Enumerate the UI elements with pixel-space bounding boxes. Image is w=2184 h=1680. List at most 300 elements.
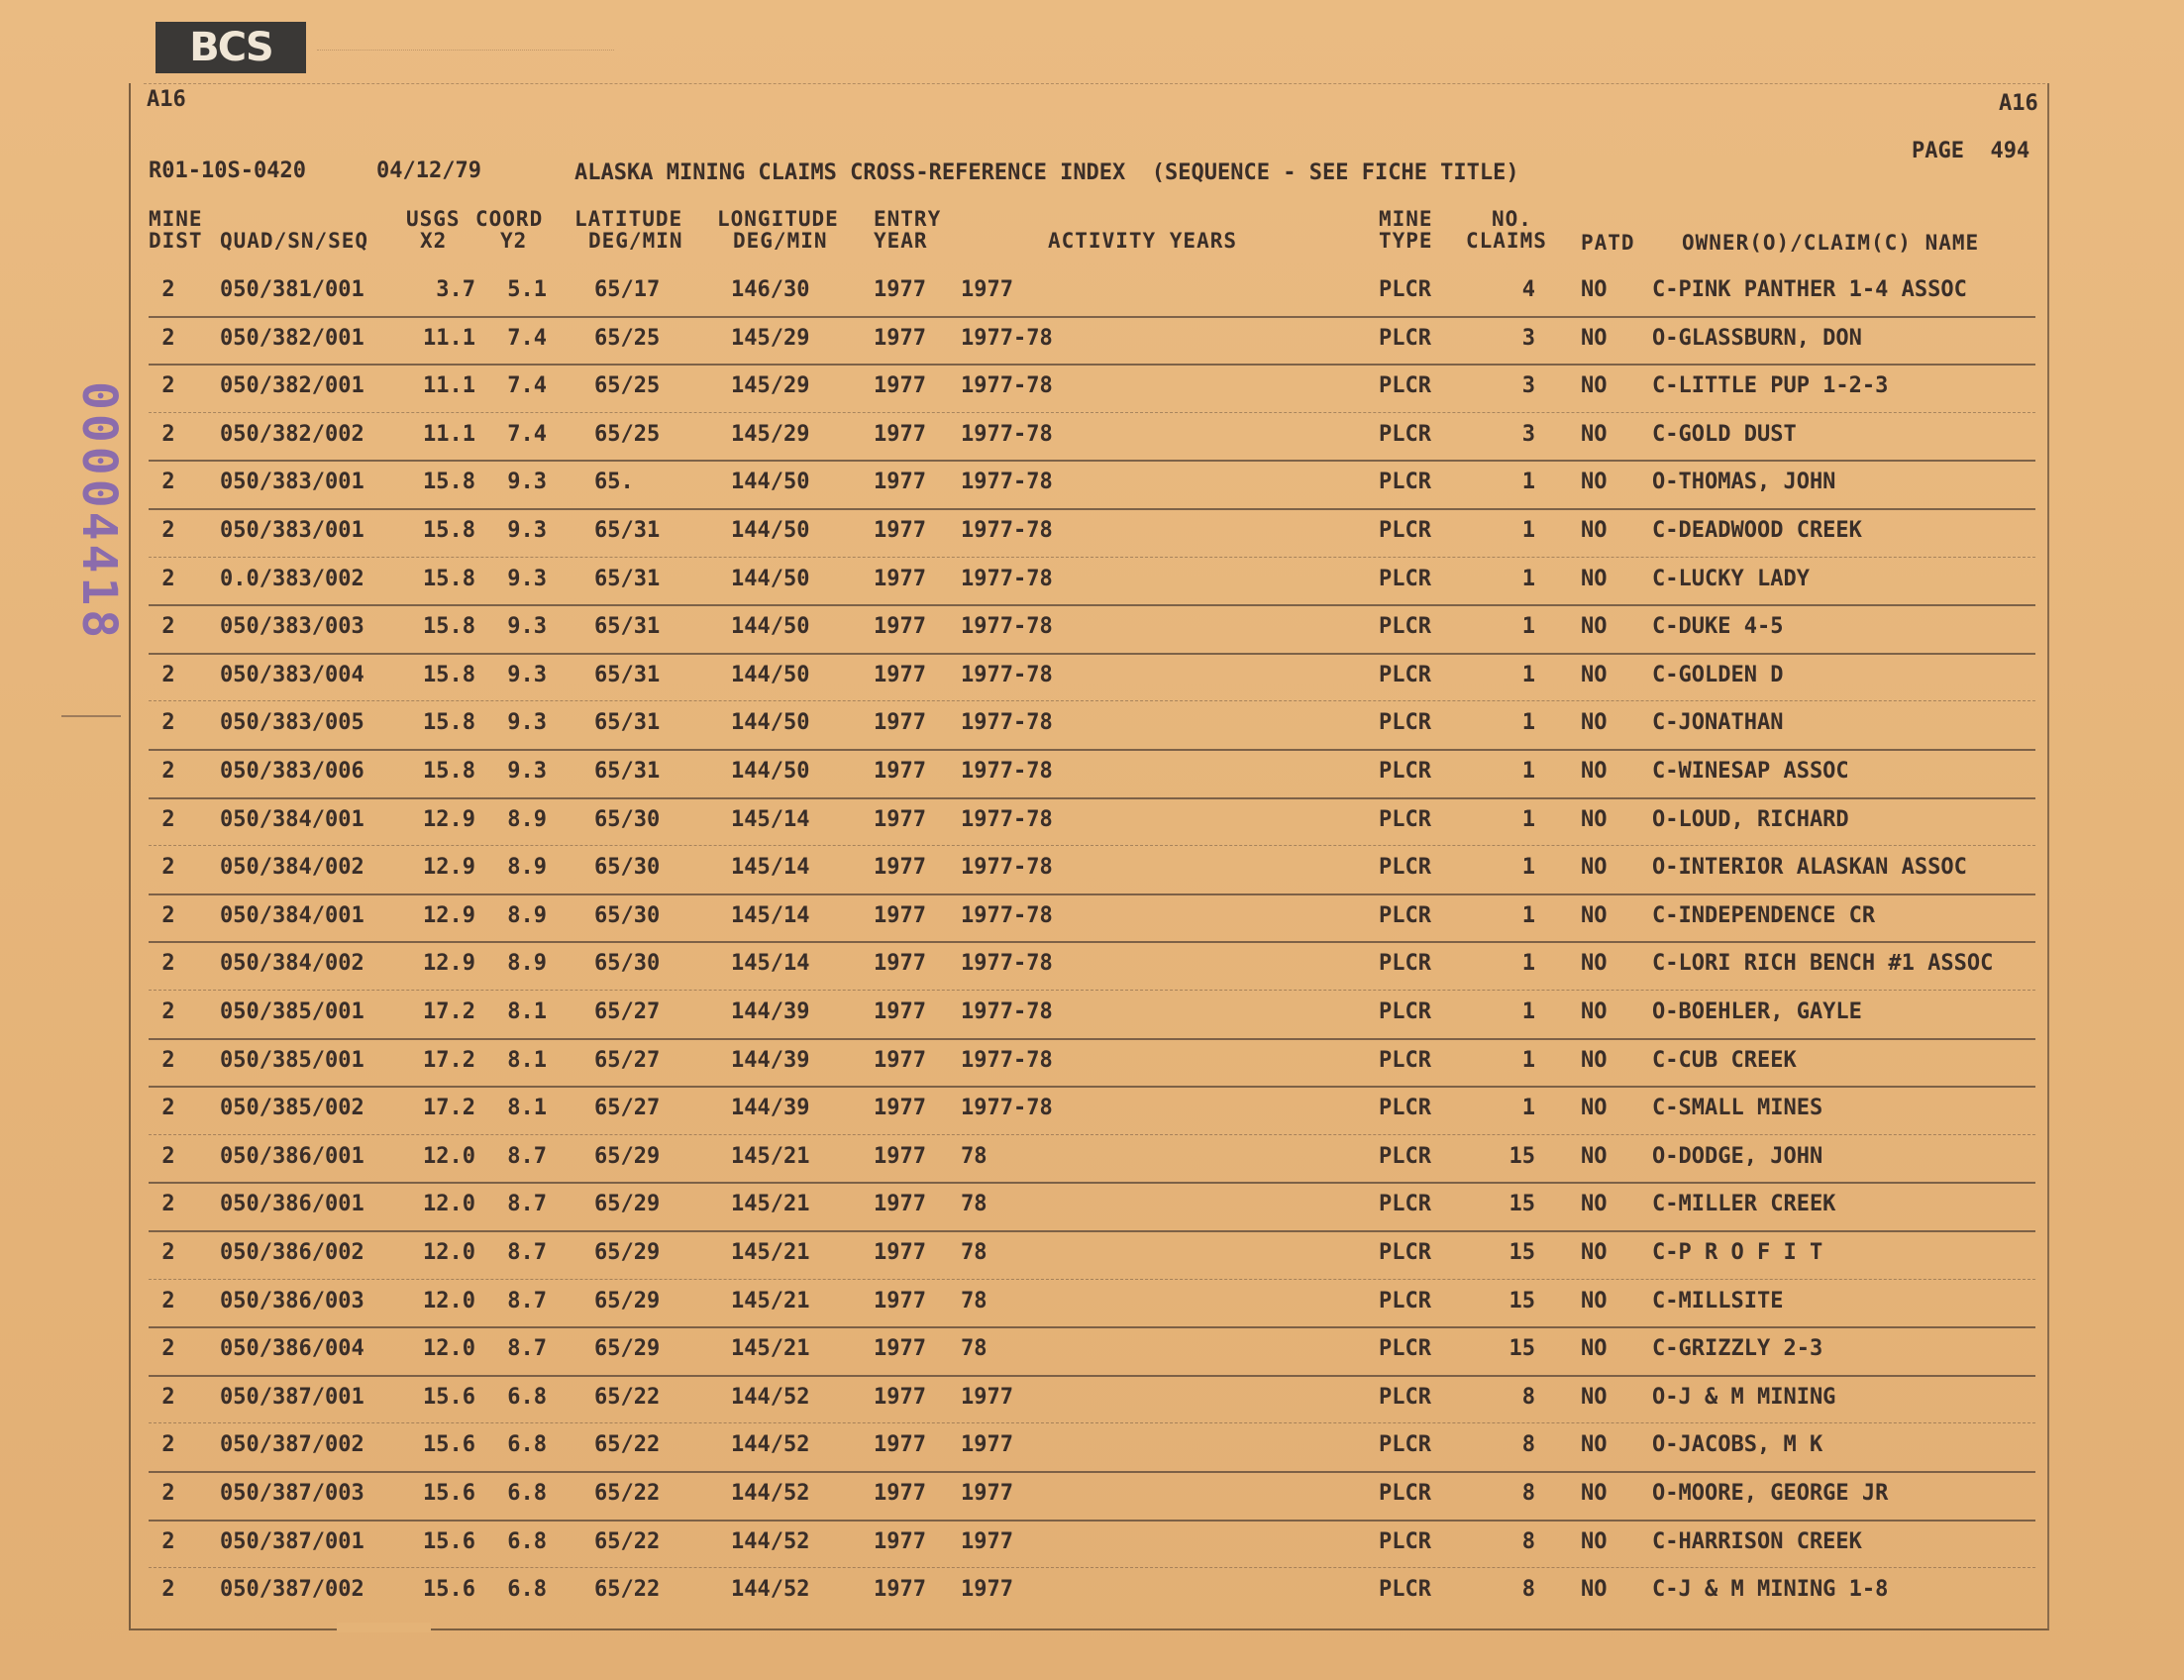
cell-type: PLCR xyxy=(1379,277,1431,302)
cell-patd: NO xyxy=(1581,1288,1608,1313)
cell-lon: 144/50 xyxy=(731,470,810,495)
table-row xyxy=(0,1479,2184,1509)
cell-owner: C-JONATHAN xyxy=(1652,710,1784,736)
cell-type: PLCR xyxy=(1379,1240,1431,1265)
cell-entry: 1977 xyxy=(874,421,926,447)
cell-lat: 65/25 xyxy=(594,373,661,399)
row-rule xyxy=(149,508,2035,510)
cell-patd: NO xyxy=(1581,325,1608,351)
row-rule xyxy=(149,700,2035,701)
cell-x2: 12.9 xyxy=(423,855,475,881)
cell-lat: 65/25 xyxy=(594,325,661,351)
cell-x2: 15.6 xyxy=(423,1528,475,1554)
cell-activity: 1977-78 xyxy=(961,951,1053,977)
table-row xyxy=(0,805,2184,835)
cell-x2: 12.0 xyxy=(423,1240,475,1265)
cell-entry: 1977 xyxy=(874,1481,926,1506)
cell-dist: 2 xyxy=(161,759,175,784)
cell-lat: 65/22 xyxy=(594,1432,661,1458)
cell-x2: 15.8 xyxy=(423,518,475,543)
cell-lon: 144/52 xyxy=(731,1528,810,1554)
cell-activity: 1977-78 xyxy=(961,855,1053,881)
cell-entry: 1977 xyxy=(874,759,926,784)
cell-x2: 15.8 xyxy=(423,710,475,736)
cell-lat: 65/27 xyxy=(594,999,661,1024)
cell-patd: NO xyxy=(1581,806,1608,832)
frame-gap xyxy=(337,1623,431,1632)
row-rule xyxy=(149,1326,2035,1328)
cell-claims: 4 xyxy=(1521,277,1535,302)
cell-lon: 145/21 xyxy=(731,1143,810,1169)
cell-x2: 15.8 xyxy=(423,614,475,640)
cell-x2: 12.9 xyxy=(423,951,475,977)
cell-quad: 050/383/001 xyxy=(220,518,364,543)
cell-lon: 145/21 xyxy=(731,1288,810,1313)
cell-activity: 78 xyxy=(961,1240,988,1265)
table-row xyxy=(0,1334,2184,1364)
cell-claims: 1 xyxy=(1521,614,1535,640)
cell-y2: 8.9 xyxy=(507,855,547,881)
cell-claims: 15 xyxy=(1508,1192,1535,1217)
cell-dist: 2 xyxy=(161,710,175,736)
cell-x2: 12.9 xyxy=(423,902,475,928)
cell-owner: C-MILLSITE xyxy=(1652,1288,1784,1313)
cell-activity: 1977-78 xyxy=(961,806,1053,832)
cell-patd: NO xyxy=(1581,1192,1608,1217)
cell-patd: NO xyxy=(1581,1384,1608,1410)
cell-lat: 65/30 xyxy=(594,855,661,881)
logo-faint-text xyxy=(317,36,614,51)
cell-owner: O-J & M MINING xyxy=(1652,1384,1836,1410)
cell-entry: 1977 xyxy=(874,1192,926,1217)
table-row xyxy=(0,324,2184,354)
cell-patd: NO xyxy=(1581,1432,1608,1458)
cell-lat: 65/29 xyxy=(594,1288,661,1313)
cell-type: PLCR xyxy=(1379,759,1431,784)
bcs-logo: BCS xyxy=(156,22,306,73)
cell-activity: 1977 xyxy=(961,1528,1013,1554)
cell-y2: 5.1 xyxy=(507,277,547,302)
cell-quad: 050/384/001 xyxy=(220,806,364,832)
row-rule xyxy=(149,653,2035,655)
cell-lon: 144/52 xyxy=(731,1432,810,1458)
microfiche-stamp: 00004418 xyxy=(71,381,127,643)
cell-x2: 11.1 xyxy=(423,373,475,399)
cell-patd: NO xyxy=(1581,1528,1608,1554)
cell-entry: 1977 xyxy=(874,806,926,832)
cell-type: PLCR xyxy=(1379,1143,1431,1169)
cell-entry: 1977 xyxy=(874,1096,926,1121)
cell-claims: 8 xyxy=(1521,1528,1535,1554)
cell-lon: 144/39 xyxy=(731,999,810,1024)
cell-type: PLCR xyxy=(1379,1336,1431,1362)
cell-lon: 144/39 xyxy=(731,1096,810,1121)
cell-lat: 65/29 xyxy=(594,1192,661,1217)
cell-type: PLCR xyxy=(1379,518,1431,543)
cell-quad: 050/385/002 xyxy=(220,1096,364,1121)
cell-quad: 050/383/003 xyxy=(220,614,364,640)
cell-owner: C-CUB CREEK xyxy=(1652,1047,1797,1073)
cell-quad: 050/386/004 xyxy=(220,1336,364,1362)
cell-quad: 050/381/001 xyxy=(220,277,364,302)
cell-type: PLCR xyxy=(1379,1384,1431,1410)
table-row xyxy=(0,1046,2184,1076)
cell-lon: 145/14 xyxy=(731,902,810,928)
cell-activity: 1977-78 xyxy=(961,902,1053,928)
cell-patd: NO xyxy=(1581,1481,1608,1506)
cell-quad: 050/383/004 xyxy=(220,662,364,687)
cell-quad: 050/383/006 xyxy=(220,759,364,784)
cell-claims: 15 xyxy=(1508,1288,1535,1313)
table-row xyxy=(0,661,2184,690)
cell-owner: O-INTERIOR ALASKAN ASSOC xyxy=(1652,855,1967,881)
cell-activity: 78 xyxy=(961,1192,988,1217)
cell-owner: O-JACOBS, M K xyxy=(1652,1432,1823,1458)
table-row xyxy=(0,853,2184,883)
col-type-2: TYPE xyxy=(1379,229,1433,253)
cell-activity: 1977-78 xyxy=(961,325,1053,351)
cell-owner: C-GOLD DUST xyxy=(1652,421,1797,447)
table-row xyxy=(0,1383,2184,1413)
col-entry-1: ENTRY xyxy=(874,207,942,231)
cell-owner: O-LOUD, RICHARD xyxy=(1652,806,1849,832)
cell-entry: 1977 xyxy=(874,518,926,543)
cell-entry: 1977 xyxy=(874,470,926,495)
cell-y2: 9.3 xyxy=(507,614,547,640)
col-lon-2: DEG/MIN xyxy=(733,229,828,253)
cell-x2: 12.0 xyxy=(423,1192,475,1217)
cell-claims: 15 xyxy=(1508,1336,1535,1362)
cell-quad: 050/382/001 xyxy=(220,373,364,399)
cell-activity: 1977 xyxy=(961,1577,1013,1603)
cell-x2: 15.8 xyxy=(423,566,475,591)
table-row xyxy=(0,371,2184,401)
row-rule xyxy=(149,1086,2035,1088)
cell-type: PLCR xyxy=(1379,1192,1431,1217)
cell-activity: 1977 xyxy=(961,1432,1013,1458)
cell-type: PLCR xyxy=(1379,614,1431,640)
cell-dist: 2 xyxy=(161,855,175,881)
cell-owner: C-HARRISON CREEK xyxy=(1652,1528,1862,1554)
row-rule xyxy=(149,1134,2035,1135)
cell-claims: 1 xyxy=(1521,1047,1535,1073)
cell-dist: 2 xyxy=(161,277,175,302)
cell-activity: 1977-78 xyxy=(961,373,1053,399)
cell-lat: 65/30 xyxy=(594,806,661,832)
cell-owner: C-J & M MINING 1-8 xyxy=(1652,1577,1889,1603)
table-row xyxy=(0,708,2184,738)
col-lat-1: LATITUDE xyxy=(574,207,683,231)
cell-dist: 2 xyxy=(161,518,175,543)
report-title: ALASKA MINING CLAIMS CROSS-REFERENCE INDEX (SEQUENCE - SEE FICHE TITLE) xyxy=(574,160,1519,185)
col-patd: PATD xyxy=(1581,231,1635,255)
col-lat-2: DEG/MIN xyxy=(588,229,683,253)
cell-activity: 1977-78 xyxy=(961,421,1053,447)
cell-owner: C-DUKE 4-5 xyxy=(1652,614,1784,640)
cell-type: PLCR xyxy=(1379,999,1431,1024)
cell-activity: 1977-78 xyxy=(961,999,1053,1024)
col-quad: QUAD/SN/SEQ xyxy=(220,229,369,253)
row-rule xyxy=(149,1375,2035,1377)
row-rule xyxy=(149,1279,2035,1280)
cell-y2: 8.7 xyxy=(507,1192,547,1217)
cell-x2: 12.9 xyxy=(423,806,475,832)
cell-x2: 15.6 xyxy=(423,1481,475,1506)
cell-x2: 12.0 xyxy=(423,1288,475,1313)
cell-quad: 050/387/002 xyxy=(220,1577,364,1603)
cell-owner: C-P R O F I T xyxy=(1652,1240,1823,1265)
cell-claims: 1 xyxy=(1521,902,1535,928)
cell-patd: NO xyxy=(1581,277,1608,302)
cell-lon: 145/14 xyxy=(731,806,810,832)
cell-x2: 3.7 xyxy=(436,277,475,302)
col-dist-1: MINE xyxy=(149,207,203,231)
row-rule xyxy=(149,604,2035,606)
table-row xyxy=(0,468,2184,497)
cell-claims: 1 xyxy=(1521,759,1535,784)
cell-dist: 2 xyxy=(161,421,175,447)
cell-type: PLCR xyxy=(1379,710,1431,736)
cell-activity: 1977-78 xyxy=(961,470,1053,495)
cell-y2: 8.1 xyxy=(507,999,547,1024)
table-row xyxy=(0,1094,2184,1123)
cell-y2: 7.4 xyxy=(507,325,547,351)
cell-dist: 2 xyxy=(161,1047,175,1073)
cell-dist: 2 xyxy=(161,1528,175,1554)
cell-patd: NO xyxy=(1581,951,1608,977)
col-owner: OWNER(O)/CLAIM(C) NAME xyxy=(1682,231,1980,255)
cell-y2: 9.3 xyxy=(507,566,547,591)
cell-type: PLCR xyxy=(1379,855,1431,881)
cell-lat: 65/31 xyxy=(594,710,661,736)
cell-entry: 1977 xyxy=(874,662,926,687)
cell-x2: 15.8 xyxy=(423,662,475,687)
cell-owner: C-DEADWOOD CREEK xyxy=(1652,518,1862,543)
table-row xyxy=(0,757,2184,787)
cell-type: PLCR xyxy=(1379,1528,1431,1554)
cell-lat: 65/17 xyxy=(594,277,661,302)
cell-patd: NO xyxy=(1581,855,1608,881)
row-rule xyxy=(149,749,2035,751)
cell-lon: 144/50 xyxy=(731,614,810,640)
cell-activity: 1977-78 xyxy=(961,566,1053,591)
frame-label-right: A16 xyxy=(1999,91,2038,116)
cell-quad: 050/386/002 xyxy=(220,1240,364,1265)
table-row xyxy=(0,565,2184,594)
cell-patd: NO xyxy=(1581,710,1608,736)
cell-lat: 65/31 xyxy=(594,518,661,543)
cell-dist: 2 xyxy=(161,614,175,640)
cell-type: PLCR xyxy=(1379,470,1431,495)
cell-owner: O-GLASSBURN, DON xyxy=(1652,325,1862,351)
cell-type: PLCR xyxy=(1379,951,1431,977)
cell-claims: 3 xyxy=(1521,325,1535,351)
cell-claims: 8 xyxy=(1521,1481,1535,1506)
cell-patd: NO xyxy=(1581,614,1608,640)
cell-activity: 78 xyxy=(961,1336,988,1362)
cell-lon: 144/50 xyxy=(731,566,810,591)
cell-type: PLCR xyxy=(1379,662,1431,687)
row-rule xyxy=(149,1422,2035,1423)
cell-owner: C-LORI RICH BENCH #1 ASSOC xyxy=(1652,951,1994,977)
row-rule xyxy=(149,412,2035,413)
table-row xyxy=(0,612,2184,642)
page-frame-top xyxy=(144,83,2045,84)
cell-activity: 1977-78 xyxy=(961,1047,1053,1073)
cell-x2: 11.1 xyxy=(423,325,475,351)
table-row xyxy=(0,901,2184,931)
table-row xyxy=(0,275,2184,305)
cell-y2: 8.9 xyxy=(507,902,547,928)
cell-lat: 65/27 xyxy=(594,1096,661,1121)
cell-entry: 1977 xyxy=(874,325,926,351)
cell-claims: 1 xyxy=(1521,662,1535,687)
cell-dist: 2 xyxy=(161,662,175,687)
cell-activity: 1977-78 xyxy=(961,662,1053,687)
cell-dist: 2 xyxy=(161,999,175,1024)
cell-claims: 1 xyxy=(1521,470,1535,495)
cell-dist: 2 xyxy=(161,1240,175,1265)
cell-quad: 050/387/003 xyxy=(220,1481,364,1506)
cell-lat: 65/27 xyxy=(594,1047,661,1073)
table-row xyxy=(0,1527,2184,1557)
cell-y2: 8.1 xyxy=(507,1096,547,1121)
col-y2-2: Y2 xyxy=(500,229,528,253)
cell-y2: 7.4 xyxy=(507,421,547,447)
cell-x2: 12.0 xyxy=(423,1143,475,1169)
cell-lon: 144/52 xyxy=(731,1577,810,1603)
cell-entry: 1977 xyxy=(874,1336,926,1362)
cell-lon: 144/50 xyxy=(731,759,810,784)
cell-entry: 1977 xyxy=(874,1143,926,1169)
cell-lon: 144/52 xyxy=(731,1481,810,1506)
cell-entry: 1977 xyxy=(874,999,926,1024)
cell-owner: C-WINESAP ASSOC xyxy=(1652,759,1849,784)
cell-y2: 6.8 xyxy=(507,1577,547,1603)
row-rule xyxy=(149,460,2035,462)
cell-patd: NO xyxy=(1581,1577,1608,1603)
cell-claims: 15 xyxy=(1508,1240,1535,1265)
cell-quad: 050/386/003 xyxy=(220,1288,364,1313)
cell-claims: 3 xyxy=(1521,373,1535,399)
cell-entry: 1977 xyxy=(874,1528,926,1554)
cell-type: PLCR xyxy=(1379,902,1431,928)
cell-lat: 65/31 xyxy=(594,662,661,687)
cell-type: PLCR xyxy=(1379,325,1431,351)
cell-quad: 050/386/001 xyxy=(220,1192,364,1217)
cell-type: PLCR xyxy=(1379,1577,1431,1603)
cell-lon: 145/21 xyxy=(731,1336,810,1362)
row-rule xyxy=(149,316,2035,318)
cell-entry: 1977 xyxy=(874,1384,926,1410)
cell-y2: 8.7 xyxy=(507,1240,547,1265)
cell-claims: 15 xyxy=(1508,1143,1535,1169)
report-date: 04/12/79 xyxy=(376,158,481,183)
cell-dist: 2 xyxy=(161,1432,175,1458)
row-rule xyxy=(149,1471,2035,1473)
cell-x2: 11.1 xyxy=(423,421,475,447)
row-rule xyxy=(149,797,2035,799)
row-rule xyxy=(149,990,2035,991)
row-rule xyxy=(149,1520,2035,1522)
table-row xyxy=(0,1190,2184,1219)
cell-claims: 1 xyxy=(1521,806,1535,832)
cell-activity: 1977-78 xyxy=(961,518,1053,543)
cell-quad: 050/383/005 xyxy=(220,710,364,736)
cell-claims: 1 xyxy=(1521,518,1535,543)
cell-claims: 8 xyxy=(1521,1384,1535,1410)
cell-y2: 9.3 xyxy=(507,759,547,784)
cell-owner: O-DODGE, JOHN xyxy=(1652,1143,1823,1169)
cell-owner: C-PINK PANTHER 1-4 ASSOC xyxy=(1652,277,1967,302)
cell-lat: 65/30 xyxy=(594,951,661,977)
cell-dist: 2 xyxy=(161,1143,175,1169)
cell-lon: 145/29 xyxy=(731,325,810,351)
cell-lon: 145/21 xyxy=(731,1240,810,1265)
row-rule xyxy=(149,845,2035,846)
cell-entry: 1977 xyxy=(874,855,926,881)
margin-mark xyxy=(61,715,121,717)
table-row xyxy=(0,949,2184,979)
table-row xyxy=(0,1287,2184,1316)
cell-lon: 144/50 xyxy=(731,662,810,687)
cell-patd: NO xyxy=(1581,999,1608,1024)
cell-quad: 050/384/002 xyxy=(220,855,364,881)
cell-y2: 8.1 xyxy=(507,1047,547,1073)
cell-x2: 12.0 xyxy=(423,1336,475,1362)
cell-patd: NO xyxy=(1581,662,1608,687)
cell-entry: 1977 xyxy=(874,1577,926,1603)
row-rule xyxy=(149,893,2035,895)
cell-owner: C-MILLER CREEK xyxy=(1652,1192,1836,1217)
cell-owner: C-LUCKY LADY xyxy=(1652,566,1810,591)
cell-quad: 050/384/001 xyxy=(220,902,364,928)
cell-patd: NO xyxy=(1581,373,1608,399)
cell-activity: 1977-78 xyxy=(961,1096,1053,1121)
cell-patd: NO xyxy=(1581,759,1608,784)
cell-lon: 145/21 xyxy=(731,1192,810,1217)
page-number: PAGE 494 xyxy=(1912,139,2030,163)
cell-patd: NO xyxy=(1581,1240,1608,1265)
cell-dist: 2 xyxy=(161,951,175,977)
cell-patd: NO xyxy=(1581,1336,1608,1362)
cell-claims: 8 xyxy=(1521,1432,1535,1458)
cell-claims: 1 xyxy=(1521,710,1535,736)
cell-owner: C-LITTLE PUP 1-2-3 xyxy=(1652,373,1889,399)
table-row xyxy=(0,420,2184,450)
cell-lat: 65/30 xyxy=(594,902,661,928)
cell-lat: 65/29 xyxy=(594,1336,661,1362)
cell-x2: 15.8 xyxy=(423,759,475,784)
cell-entry: 1977 xyxy=(874,373,926,399)
cell-y2: 9.3 xyxy=(507,710,547,736)
cell-owner: C-INDEPENDENCE CR xyxy=(1652,902,1876,928)
cell-entry: 1977 xyxy=(874,614,926,640)
cell-y2: 9.3 xyxy=(507,518,547,543)
cell-claims: 1 xyxy=(1521,566,1535,591)
cell-lat: 65/29 xyxy=(594,1240,661,1265)
cell-lon: 144/50 xyxy=(731,518,810,543)
row-rule xyxy=(149,557,2035,558)
cell-y2: 8.7 xyxy=(507,1336,547,1362)
cell-lon: 144/52 xyxy=(731,1384,810,1410)
cell-type: PLCR xyxy=(1379,566,1431,591)
cell-owner: C-GRIZZLY 2-3 xyxy=(1652,1336,1823,1362)
cell-owner: C-GOLDEN D xyxy=(1652,662,1784,687)
frame-label-left: A16 xyxy=(147,87,186,112)
cell-entry: 1977 xyxy=(874,951,926,977)
cell-x2: 15.6 xyxy=(423,1432,475,1458)
